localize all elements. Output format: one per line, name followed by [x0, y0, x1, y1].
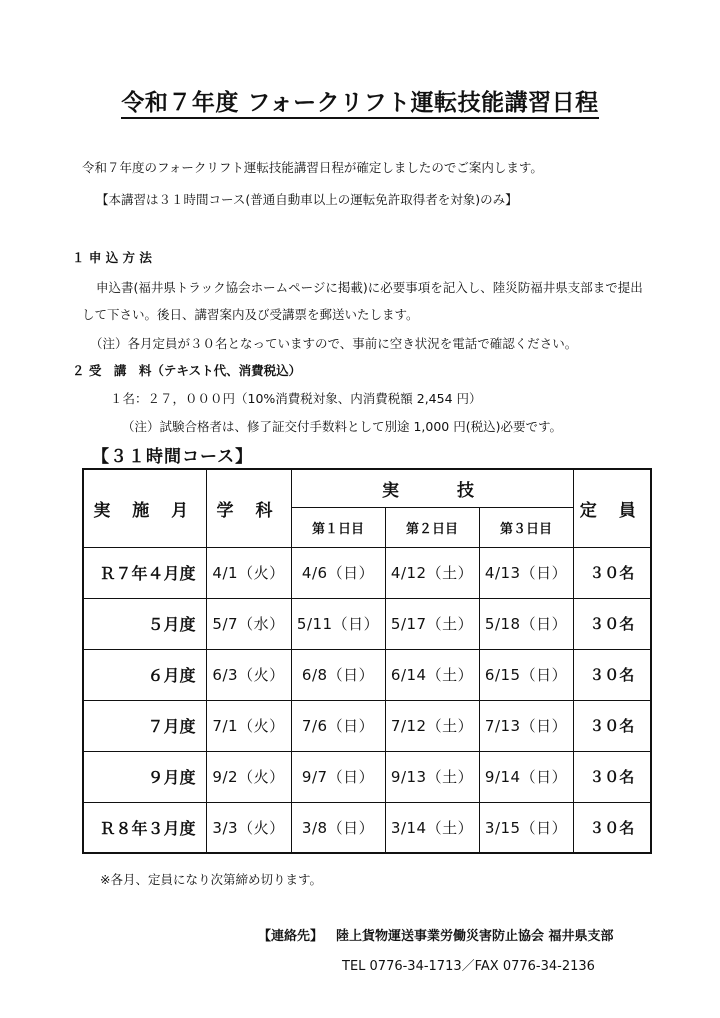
- section1-note: （注）各月定員が３０名となっていますので、事前に空き状況を電話で確認ください。: [90, 336, 578, 351]
- fee-text: １名：２７，０００円（10%消費税対象、内消費税額 2,454 円）: [110, 391, 482, 406]
- row-day2: 6/14（土）: [385, 649, 479, 700]
- row-lecture: 4/1（火）: [206, 547, 291, 598]
- header-month: 実 施 月: [83, 469, 206, 547]
- row-day3: 7/13（日）: [479, 700, 573, 751]
- row-day3: 4/13（日）: [479, 547, 573, 598]
- table-header-row: [83, 469, 651, 507]
- row-month: ９月度: [83, 751, 206, 802]
- row-capacity: ３０名: [573, 751, 651, 802]
- row-day3: 6/15（日）: [479, 649, 573, 700]
- table-row: [83, 598, 651, 649]
- row-month: ７月度: [83, 700, 206, 751]
- contact-org: 陸上貨物運送事業労働災害防止協会 福井県支部: [336, 929, 614, 944]
- table-note: ※各月、定員になり次第締め切ります。: [100, 872, 322, 887]
- section2-heading: ２ 受 講 料（テキスト代、消費税込）: [72, 363, 302, 378]
- row-capacity: ３０名: [573, 649, 651, 700]
- header-day3: 第３日目: [479, 507, 573, 547]
- schedule-table: [82, 468, 652, 854]
- row-day1: 5/11（日）: [291, 598, 385, 649]
- row-lecture: 6/3（火）: [206, 649, 291, 700]
- row-lecture: 5/7（水）: [206, 598, 291, 649]
- row-day1: 6/8（日）: [291, 649, 385, 700]
- row-month: Ｒ７年４月度: [83, 547, 206, 598]
- table-row: [83, 547, 651, 598]
- row-day2: 5/17（土）: [385, 598, 479, 649]
- row-day2: 3/14（土）: [385, 802, 479, 853]
- header-day2: 第２日目: [385, 507, 479, 547]
- contact-phone: TEL 0776-34-1713／FAX 0776-34-2136: [342, 959, 595, 974]
- header-capacity: 定 員: [573, 469, 651, 547]
- table-row: [83, 700, 651, 751]
- section1-line1: 申込書(福井県トラック協会ホームページに掲載)に必要事項を記入し、陸災防福井県支部まで提出: [96, 280, 643, 295]
- row-capacity: ３０名: [573, 802, 651, 853]
- row-day3: 5/18（日）: [479, 598, 573, 649]
- section2-note: （注）試験合格者は、修了証交付手数料として別途 1,000 円(税込)必要です。: [122, 419, 562, 434]
- row-day3: 3/15（日）: [479, 802, 573, 853]
- row-month: Ｒ８年３月度: [83, 802, 206, 853]
- row-capacity: ３０名: [573, 598, 651, 649]
- header-day1: 第１日目: [291, 507, 385, 547]
- contact-label: 【連絡先】: [258, 929, 324, 944]
- header-lecture: 学 科: [206, 469, 291, 547]
- row-day3: 9/14（日）: [479, 751, 573, 802]
- row-day1: 9/7（日）: [291, 751, 385, 802]
- course-title: 【３１時間コース】: [92, 447, 254, 467]
- row-lecture: 3/3（火）: [206, 802, 291, 853]
- section1-line2: して下さい。後日、講習案内及び受講票を郵送いたします。: [82, 307, 419, 322]
- row-day1: 4/6（日）: [291, 547, 385, 598]
- table-row: [83, 802, 651, 853]
- row-day1: 3/8（日）: [291, 802, 385, 853]
- table-row: [83, 649, 651, 700]
- row-lecture: 7/1（火）: [206, 700, 291, 751]
- row-day2: 4/12（土）: [385, 547, 479, 598]
- row-lecture: 9/2（火）: [206, 751, 291, 802]
- row-day2: 7/12（土）: [385, 700, 479, 751]
- row-day2: 9/13（土）: [385, 751, 479, 802]
- row-month: ６月度: [83, 649, 206, 700]
- header-practical: 実 技: [291, 469, 573, 507]
- row-capacity: ３０名: [573, 700, 651, 751]
- row-capacity: ３０名: [573, 547, 651, 598]
- intro-text: 令和７年度のフォークリフト運転技能講習日程が確定しましたのでご案内します。: [82, 160, 543, 175]
- table-row: [83, 751, 651, 802]
- row-month: ５月度: [83, 598, 206, 649]
- section1-heading: １ 申 込 方 法: [72, 250, 152, 265]
- page-title-text: 令和７年度 フォークリフト運転技能講習日程: [121, 90, 598, 119]
- notice-text: 【本講習は３１時間コース(普通自動車以上の運転免許取得者を対象)のみ】: [96, 192, 518, 207]
- row-day1: 7/6（日）: [291, 700, 385, 751]
- page-title: [0, 84, 720, 117]
